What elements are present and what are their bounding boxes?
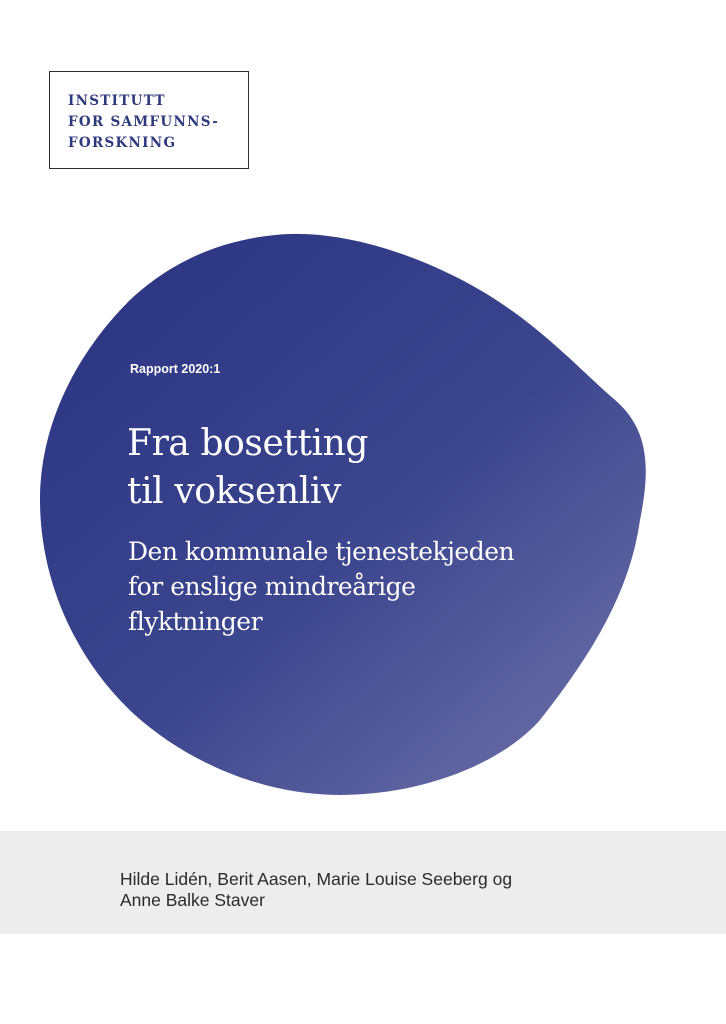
subtitle-line-3: flyktninger	[128, 607, 263, 636]
title-line-1: Fra bosetting	[127, 423, 369, 464]
authors-band	[0, 831, 726, 934]
authors-line-1: Hilde Lidén, Berit Aasen, Marie Louise Seeberg og	[120, 869, 513, 889]
logo-line-2: FOR SAMFUNNS-	[68, 114, 220, 130]
title-line-2: til voksenliv	[127, 471, 341, 512]
report-number: Rapport 2020:1	[130, 362, 221, 376]
logo-line-1: INSTITUTT	[68, 93, 166, 109]
subtitle-line-2: for enslige mindreårige	[128, 572, 416, 601]
subtitle-line-1: Den kommunale tjenestekjeden	[128, 537, 515, 566]
report-title	[127, 420, 368, 516]
authors-line-2: Anne Balke Staver	[120, 890, 265, 910]
logo-line-3: FORSKNING	[68, 135, 177, 151]
authors	[120, 869, 512, 911]
report-subtitle	[128, 534, 514, 639]
